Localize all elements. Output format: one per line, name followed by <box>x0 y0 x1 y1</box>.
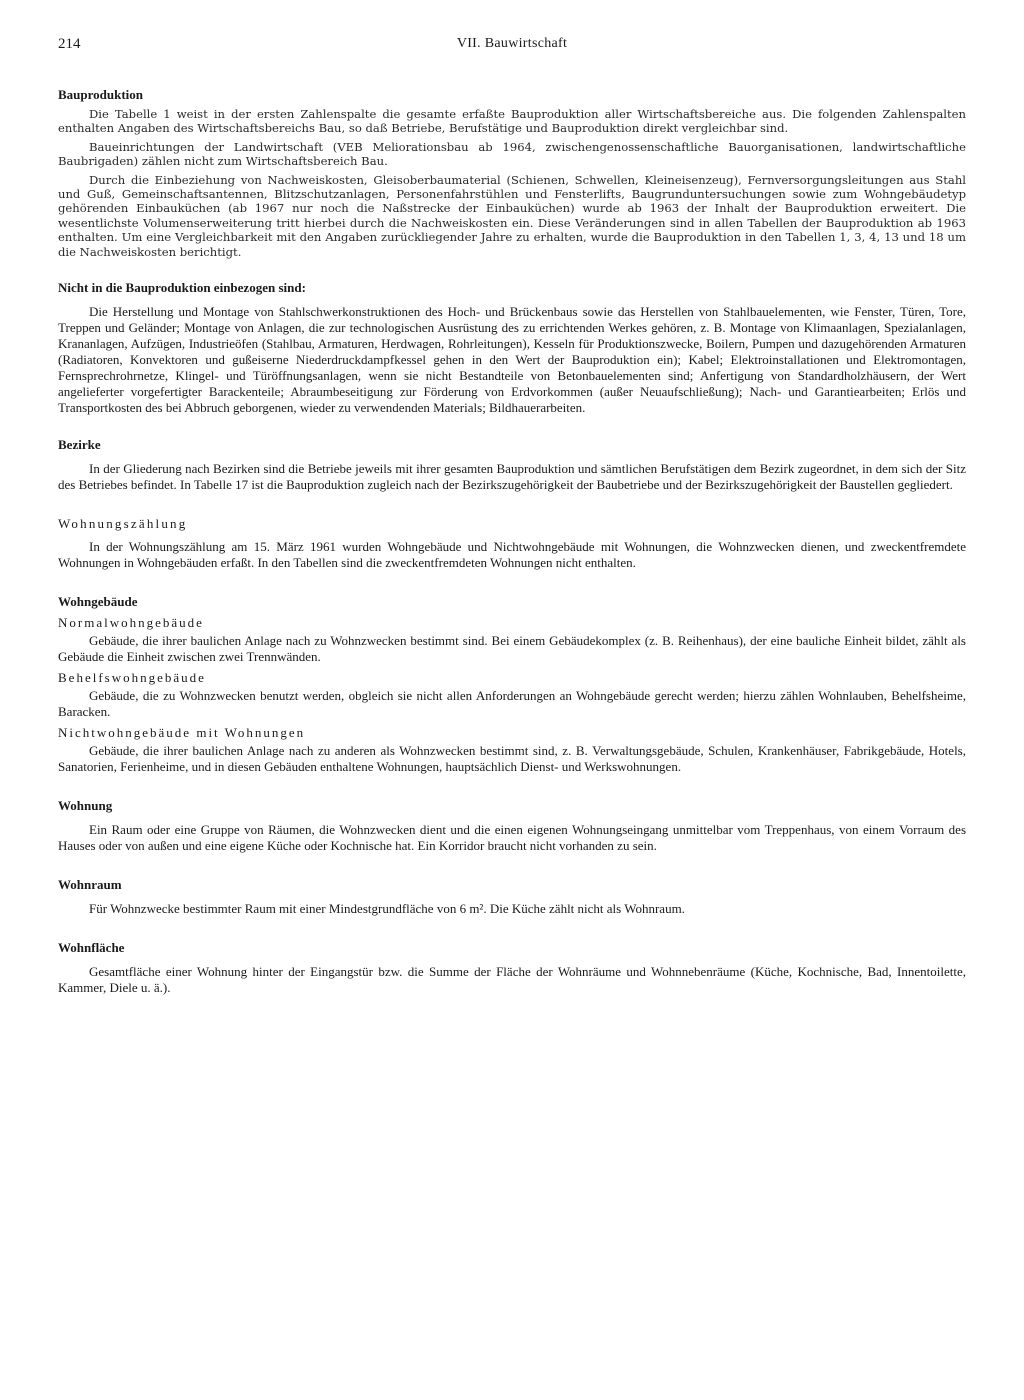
paragraph: Ein Raum oder eine Gruppe von Räumen, die Wohnzwecken dient und die einen eigenen Wohnungseingang unmittelbar vom Treppenhaus, von einem Vorraum des Hauses oder von außen und eine eigene Küche oder Kochnische hat. Ein Korridor braucht nicht vorhanden zu sein. <box>58 822 966 854</box>
paragraph: Baueinrichtungen der Landwirtschaft (VEB Meliorationsbau ab 1964, zwischengenossenschaftliche Bauorganisationen, landwirtschaftliche Baubrigaden) zählen nicht zum Wirtschaftsbereich Bau. <box>58 139 966 169</box>
running-header <box>58 36 966 58</box>
subsection-nichtwohngebaeude <box>58 724 966 775</box>
subsection-normalwohngebaeude <box>58 614 966 665</box>
paragraph: Gebäude, die ihrer baulichen Anlage nach zu Wohnzwecken bestimmt sind. Bei einem Gebäudekomplex (z. B. Reihenhaus), der eine bauliche Einheit bildet, zählt als Gebäude die Einheit zwischen zwei Trennwänden. <box>58 633 966 665</box>
section-heading: Wohnung <box>58 798 113 814</box>
section-bezirke <box>58 436 966 493</box>
section-heading: Bezirke <box>58 437 101 453</box>
section-bauproduktion <box>58 86 966 259</box>
paragraph: In der Wohnungszählung am 15. März 1961 wurden Wohngebäude und Nichtwohngebäude mit Wohnungen, die Wohnzwecken dienen, und zweckentfremdete Wohnungen in Wohngebäuden erfaßt. In den Tabellen sind die zweckentfremdeten Wohnungen nicht enthalten. <box>58 539 966 571</box>
section-heading: Wohnfläche <box>58 940 125 956</box>
section-heading: Wohngebäude <box>58 594 138 610</box>
sub-heading: Normalwohngebäude <box>58 615 204 631</box>
section-wohnflaeche <box>58 939 966 996</box>
section-nicht-einbezogen <box>58 279 966 416</box>
section-wohnungszaehlung <box>58 515 966 571</box>
paragraph: Für Wohnzwecke bestimmter Raum mit einer Mindestgrundfläche von 6 m². Die Küche zählt nicht als Wohnraum. <box>89 901 685 917</box>
page-number: 214 <box>58 36 81 52</box>
sub-heading: Nichtwohngebäude mit Wohnungen <box>58 725 306 741</box>
subsection-behelfswohngebaeude <box>58 669 966 720</box>
paragraph: In der Gliederung nach Bezirken sind die Betriebe jeweils mit ihrer gesamten Bauproduktion und sämtlichen Berufstätigen dem Bezirk zugeordnet, in dem sich der Sitz des Betriebes befindet. In Tabelle 17 ist die Bauproduktion zugleich nach der Bezirkszugehörigkeit der Baubetriebe und der Bezirkszugehörigkeit der Baustellen gegliedert. <box>58 461 966 493</box>
sub-heading: Behelfswohngebäude <box>58 670 206 686</box>
section-wohngebaeude <box>58 593 966 775</box>
section-heading: Wohnungszählung <box>58 516 188 532</box>
paragraph: Durch die Einbeziehung von Nachweiskosten, Gleisoberbaumaterial (Schienen, Schwellen, Kleineisenzeug), Fernversorgungsleitungen aus Stahl und Guß, Gemeinschaftsantennen, Blitzschutzanlagen, Personenfahrstühlen und Fensterlifts, Baugrunduntersuchungen sowie zum Wohngebäudetyp gehörenden Einbauküchen (ab 1967 nur noch die Naßstrecke der Einbauküchen) wurde ab 1963 der Inhalt der Bauproduktion erweitert. Die wesentlichste Volumenserweiterung tritt hierbei durch die Nachweiskosten ein. Diese Veränderungen sind in allen Tabellen der Bauproduktion ab 1963 enthalten. Um eine Vergleichbarkeit mit den Angaben zurückliegender Jahre zu erhalten, wurde die Bauproduktion in den Tabellen 1, 3, 4, 13 und 18 um die Nachweiskosten berichtigt. <box>58 172 966 259</box>
document-page <box>58 36 966 1018</box>
section-heading: Bauproduktion <box>58 87 144 102</box>
paragraph: Die Herstellung und Montage von Stahlschwerkonstruktionen des Hoch- und Brückenbaus sowie das Herstellen von Stahlbauelementen, wie Fenster, Türen, Tore, Treppen und Geländer; Montage von Anlagen, die zur technologischen Ausrüstung des zu errichtenden Werkes gehören, z. B. Montage von Klimaanlagen, Spezialanlagen, Krananlagen, Aufzügen, Industrieöfen (Stahlbau, Armaturen, Herdwagen, Rohrleitungen), Kesseln für Produktionszwecke, Boilern, Pumpen und dazugehörenden Armaturen (Radiatoren, Konvektoren und gußeiserne Niederdruckdampfkessel gehen in den Wert der Bauproduktion ein); Kabel; Elektroinstallationen und Elektromontagen, Fernsprechrohrnetze, Klingel- und Türöffnungsanlagen, wenn sie nicht Bestandteile von Betonbauelementen sind; Anfertigung von Standardholzhäusern, der Wert angelieferter vorgefertigter Barackenteile; Abraumbeseitigung zur Förderung von Erdvorkommen (außer Neuaufschließung); Nach- und Garantiearbeiten; Erlös und Transportkosten des bei Abbruch geborgenen, wieder zu verwendenden Materials; Bildhauerarbeiten. <box>58 304 966 416</box>
section-wohnung <box>58 797 966 854</box>
paragraph: Gebäude, die ihrer baulichen Anlage nach zu anderen als Wohnzwecken bestimmt sind, z. B. Verwaltungsgebäude, Schulen, Krankenhäuser, Fabrikgebäude, Hotels, Sanatorien, Ferienheime, und in diesen Gebäuden enthaltene Wohnungen, hauptsächlich Dienst- und Werkswohnungen. <box>58 743 966 775</box>
section-wohnraum <box>58 876 966 917</box>
section-heading: Nicht in die Bauproduktion einbezogen sind: <box>58 280 306 296</box>
paragraph: Gebäude, die zu Wohnzwecken benutzt werden, obgleich sie nicht allen Anforderungen an Wohngebäude gerecht werden; hierzu zählen Wohnlauben, Behelfsheime, Baracken. <box>58 688 966 720</box>
paragraph: Gesamtfläche einer Wohnung hinter der Eingangstür bzw. die Summe der Fläche der Wohnräume und Wohnnebenräume (Küche, Kochnische, Bad, Innentoilette, Kammer, Diele u. ä.). <box>58 964 966 996</box>
section-heading: Wohnraum <box>58 877 122 893</box>
chapter-title: VII. Bauwirtschaft <box>456 36 568 51</box>
paragraph: Die Tabelle 1 weist in der ersten Zahlenspalte die gesamte erfaßte Bauproduktion aller Wirtschaftsbereiche aus. Die folgenden Zahlenspalten enthalten Angaben des Wirtschaftsbereichs Bau, so daß Betriebe, Berufstätige und Bauproduktion direkt vergleichbar sind. <box>58 107 966 136</box>
